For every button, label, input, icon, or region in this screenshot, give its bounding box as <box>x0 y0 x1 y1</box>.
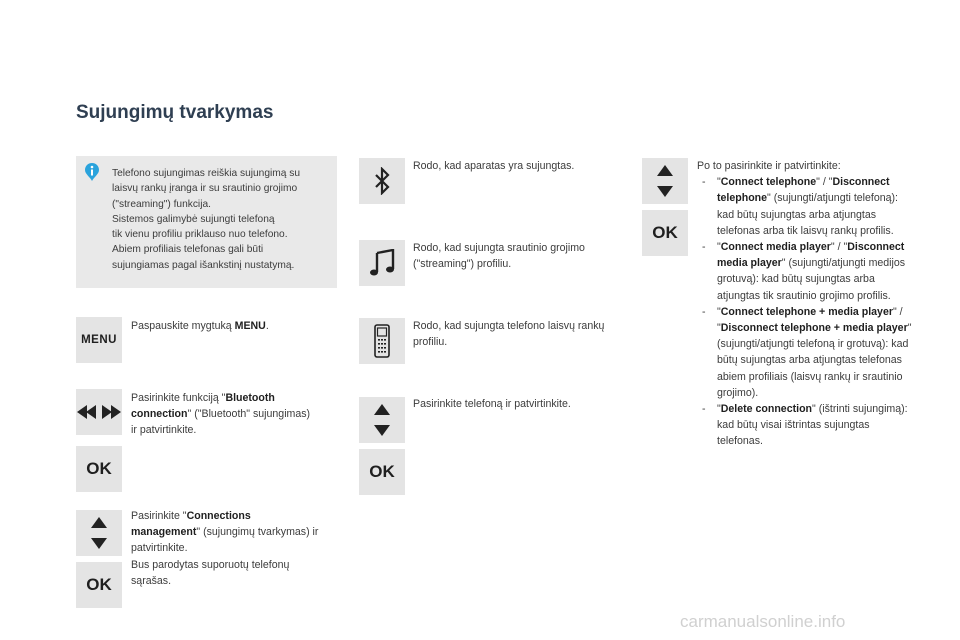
mobile-phone-icon <box>373 324 391 358</box>
ok-button[interactable]: OK <box>76 562 122 608</box>
options-intro: Po to pasirinkite ir patvirtinkite: <box>697 160 841 172</box>
bluetooth-status-tile <box>359 158 405 204</box>
up-down-button[interactable] <box>642 158 688 204</box>
option-connect-media-player: - "Connect media player" / "Disconnect media player" (sujungti/atjungti medijos grotuvą): kad būtų sujungtas arba atjungtas tik srautinio grojimo profilis. <box>702 241 906 302</box>
up-down-button[interactable] <box>76 510 122 556</box>
select-phone-text: Pasirinkite telefoną ir patvirtinkite. <box>413 398 571 410</box>
ok-button[interactable]: OK <box>76 446 122 492</box>
info-text: Telefono sujungimas reiškia sujungimą su laisvų rankų įranga ir su srautinio grojimo ("streaming") funkcija. Sistemos galimybė sujungti telefoną tik vienu profiliu priklauso nuo telefono. Abiem profiliais telefonas gali būti sujungiamas pagal išankstinį nustatymą. <box>112 168 300 271</box>
music-note-icon <box>369 249 395 277</box>
step-press-menu: Paspauskite mygtuką MENU. <box>131 320 269 332</box>
option-connect-telephone-media-player: - "Connect telephone + media player" / "Disconnect telephone + media player" (sujungti/atjungti telefoną ir grotuvą): kad būtų sujungtas arba atjungtas telefonas abiem profiliais (laisvų rankų ir srautinio grojimo). <box>702 305 912 399</box>
option-connect-telephone: - "Connect telephone" / "Disconnect telephone" (sujungti/atjungti telefoną): kad būtų sujungtas arba atjungtas telefonas arba tik laisvų rankų profilis. <box>702 176 898 237</box>
phone-status-text: Rodo, kad sujungta telefono laisvų rankų profiliu. <box>413 320 605 349</box>
music-status-tile <box>359 240 405 286</box>
music-status-text: Rodo, kad sujungta srautinio grojimo ("streaming") profiliu. <box>413 242 585 271</box>
phone-status-tile <box>359 318 405 364</box>
page-title: Sujungimų tvarkymas <box>76 102 274 123</box>
up-down-arrows-icon <box>656 164 674 198</box>
skip-arrows-button[interactable] <box>76 389 122 435</box>
up-down-arrows-icon <box>90 516 108 550</box>
ok-button[interactable]: OK <box>642 210 688 256</box>
watermark: carmanualsonline.info <box>680 612 846 631</box>
bluetooth-icon <box>374 167 390 195</box>
option-delete-connection: - "Delete connection" (ištrinti sujungimą): kad būtų visai ištrintas sujungtas telefonas. <box>702 403 908 448</box>
left-right-arrows-icon <box>77 404 121 420</box>
up-down-button[interactable] <box>359 397 405 443</box>
step-bluetooth-connection: Pasirinkite funkciją "Bluetooth connection" ("Bluetooth" sujungimas) ir patvirtinkite. <box>131 392 311 437</box>
connection-options-list <box>697 158 912 450</box>
up-down-arrows-icon <box>373 403 391 437</box>
ok-button[interactable]: OK <box>359 449 405 495</box>
menu-button[interactable]: MENU <box>76 317 122 363</box>
info-icon <box>85 163 99 186</box>
step-connections-management: Pasirinkite "Connections management" (sujungimų tvarkymas) ir patvirtinkite. Bus parodytas suporuotų telefonų sąrašas. <box>131 510 319 587</box>
bluetooth-status-text: Rodo, kad aparatas yra sujungtas. <box>413 160 575 172</box>
